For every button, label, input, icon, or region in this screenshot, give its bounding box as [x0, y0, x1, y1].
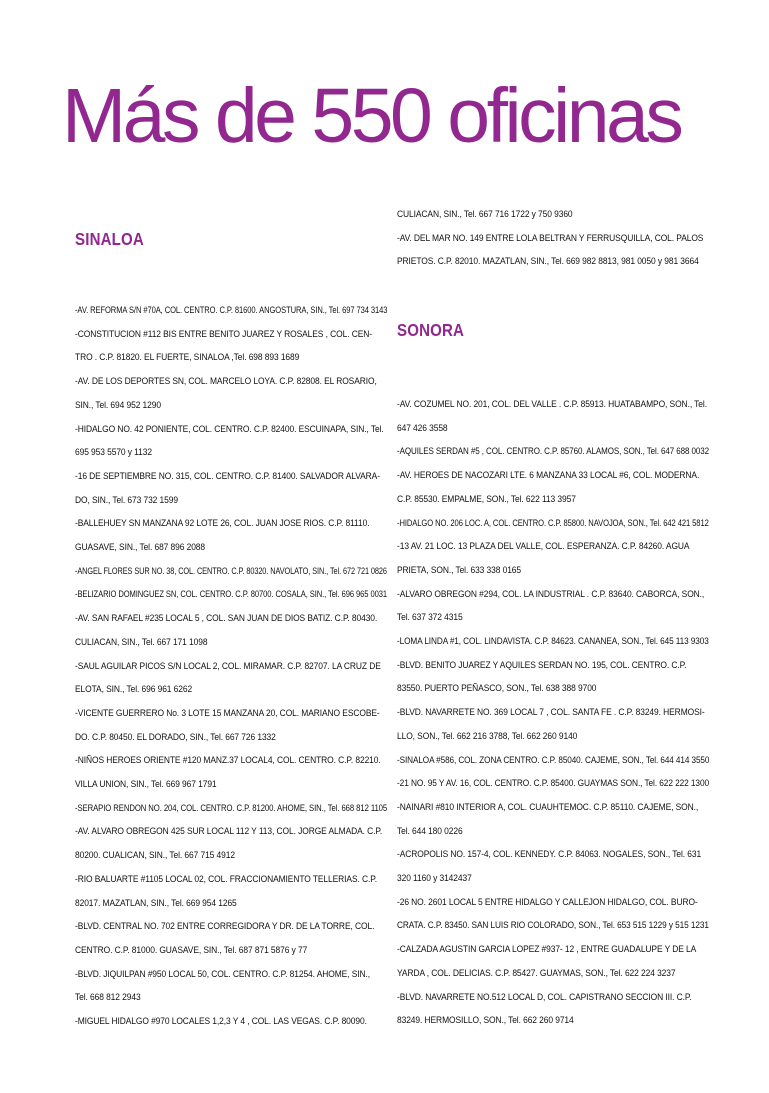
office-address-line: -VICENTE GUERRERO No. 3 LOTE 15 MANZANA 20, COL. MARIANO ESCOBE-	[75, 706, 380, 718]
section-heading-sonora: SONORA	[397, 320, 465, 340]
office-address-line: -26 NO. 2601 LOCAL 5 ENTRE HIDALGO Y CALLEJON HIDALGO, COL. BURO-	[397, 895, 698, 907]
office-address-line: CENTRO. C.P. 81000. GUASAVE, SIN., Tel. 687 871 5876 y 77	[75, 943, 308, 955]
office-address-line: DO. C.P. 80450. EL DORADO, SIN., Tel. 667 726 1332	[75, 730, 276, 742]
office-address-line: -HIDALGO NO. 42 PONIENTE, COL. CENTRO. C.P. 82400. ESCUINAPA, SIN., Tel.	[75, 422, 384, 434]
office-address-line: 320 1160 y 3142437	[397, 872, 472, 884]
office-address-line: -AV. ALVARO OBREGON 425 SUR LOCAL 112 Y 113, COL. JORGE ALMADA. C.P.	[75, 825, 383, 837]
office-address-line: Tel. 668 812 2943	[75, 991, 141, 1003]
office-address-line: Tel. 637 372 4315	[397, 611, 463, 623]
office-address-line: -BLVD. JIQUILPAN #950 LOCAL 50, COL. CENTRO. C.P. 81254. AHOME, SIN.,	[75, 967, 371, 979]
office-address-line: SIN., Tel. 694 952 1290	[75, 398, 161, 410]
office-address-line: -AV. DE LOS DEPORTES SN, COL. MARCELO LOYA. C.P. 82808. EL ROSARIO,	[75, 375, 377, 387]
section-heading-sinaloa: SINALOA	[75, 229, 144, 249]
office-address-line: -ALVARO OBREGON #294, COL. LA INDUSTRIAL . C.P. 83640. CABORCA, SON.,	[397, 587, 705, 599]
office-address-line: -LOMA LINDA #1, COL. LINDAVISTA. C.P. 84623. CANANEA, SON., Tel. 645 113 9303	[397, 635, 709, 647]
office-address-line: TRO . C.P. 81820. EL FUERTE, SINALOA ,Tel. 698 893 1689	[75, 351, 300, 363]
office-address-line: -CONSTITUCION #112 BIS ENTRE BENITO JUAREZ Y ROSALES , COL. CEN-	[75, 327, 372, 339]
office-address-line: 82017. MAZATLAN, SIN., Tel. 669 954 1265	[75, 896, 237, 908]
office-address-line: -RIO BALUARTE #1105 LOCAL 02, COL. FRACCIONAMIENTO TELLERIAS. C.P.	[75, 872, 377, 884]
office-address-line: CULIACAN, SIN., Tel. 667 716 1722 y 750 9360	[397, 208, 573, 219]
office-address-line: -AV. DEL MAR NO. 149 ENTRE LOLA BELTRAN Y FERRUSQUILLA, COL. PALOS	[397, 231, 704, 243]
office-address-line: CRATA. C.P. 83450. SAN LUIS RIO COLORADO, SON., Tel. 653 515 1229 y 515 1231	[397, 919, 709, 931]
office-address-line: -13 AV. 21 LOC. 13 PLAZA DEL VALLE, COL. ESPERANZA. C.P. 84260. AGUA	[397, 540, 690, 552]
sinaloa-office-list	[75, 298, 387, 1033]
office-address-line: -BLVD. CENTRAL NO. 702 ENTRE CORREGIDORA Y DR. DE LA TORRE, COL.	[75, 920, 375, 932]
office-address-line: -BLVD. BENITO JUAREZ Y AQUILES SERDAN NO. 195, COL. CENTRO. C.P.	[397, 658, 687, 670]
office-address-line: PRIETA, SON., Tel. 633 338 0165	[397, 563, 522, 575]
office-address-line: -21 NO. 95 Y AV. 16, COL. CENTRO. C.P. 85400. GUAYMAS SON., Tel. 622 222 1300	[397, 777, 710, 789]
office-address-line: -MIGUEL HIDALGO #970 LOCALES 1,2,3 Y 4 , COL. LAS VEGAS. C.P. 80090.	[75, 1015, 367, 1027]
sinaloa-office-list-continued	[397, 202, 709, 273]
office-address-line: -ANGEL FLORES SUR NO. 38, COL. CENTRO. C.P. 80320. NAVOLATO, SIN., Tel. 672 721 0826	[75, 564, 387, 576]
office-address-line: -BLVD. NAVARRETE NO.512 LOCAL D, COL. CAPISTRANO SECCION III. C.P.	[397, 990, 692, 1002]
office-address-line: -AV. SAN RAFAEL #235 LOCAL 5 , COL. SAN JUAN DE DIOS BATIZ. C.P. 80430.	[75, 612, 378, 624]
office-address-line: YARDA , COL. DELICIAS. C.P. 85427. GUAYMAS, SON., Tel. 622 224 3237	[397, 966, 676, 978]
office-address-line: -AV. HEROES DE NACOZARI LTE. 6 MANZANA 33 LOCAL #6, COL. MODERNA.	[397, 469, 700, 481]
office-address-line: -ACROPOLIS NO. 157-4, COL. KENNEDY. C.P. 84063. NOGALES, SON., Tel. 631	[397, 848, 702, 860]
office-address-line: 695 953 5570 y 1132	[75, 446, 152, 458]
office-address-line: 83249. HERMOSILLO, SON., Tel. 662 260 9714	[397, 1014, 574, 1026]
office-address-line: -NIÑOS HEROES ORIENTE #120 MANZ.37 LOCAL4, COL. CENTRO. C.P. 82210.	[75, 754, 381, 766]
sonora-office-list	[397, 392, 709, 1032]
office-address-line: -SINALOA #586, COL. ZONA CENTRO. C.P. 85040. CAJEME, SON., Tel. 644 414 3550	[397, 753, 710, 765]
office-address-line: C.P. 85530. EMPALME, SON., Tel. 622 113 3957	[397, 492, 576, 504]
office-address-line: -CALZADA AGUSTIN GARCIA LOPEZ #937- 12 , ENTRE GUADALUPE Y DE LA	[397, 943, 697, 955]
office-address-line: -SERAPIO RENDON NO. 204, COL. CENTRO. C.P. 81200. AHOME, SIN., Tel. 668 812 1105	[75, 801, 388, 813]
office-address-line: -SAUL AGUILAR PICOS S/N LOCAL 2, COL. MIRAMAR. C.P. 82707. LA CRUZ DE	[75, 659, 381, 671]
office-address-line: CULIACAN, SIN., Tel. 667 171 1098	[75, 635, 208, 647]
office-address-line: DO, SIN., Tel. 673 732 1599	[75, 493, 178, 505]
office-address-line: VILLA UNION, SIN., Tel. 669 967 1791	[75, 778, 217, 790]
office-address-line: 647 426 3558	[397, 421, 448, 433]
office-address-line: GUASAVE, SIN., Tel. 687 896 2088	[75, 541, 206, 553]
office-address-line: LLO, SON., Tel. 662 216 3788, Tel. 662 260 9140	[397, 729, 578, 741]
office-address-line: -16 DE SEPTIEMBRE NO. 315, COL. CENTRO. C.P. 81400. SALVADOR ALVARA-	[75, 469, 380, 481]
office-address-line: -BLVD. NAVARRETE NO. 369 LOCAL 7 , COL. SANTA FE . C.P. 83249. HERMOSI-	[397, 706, 705, 718]
office-address-line: -HIDALGO NO. 206 LOC. A, COL. CENTRO. C.P. 85800. NAVOJOA, SON., Tel. 642 421 5812	[397, 516, 709, 528]
office-address-line: -AQUILES SERDAN #5 , COL. CENTRO. C.P. 85760. ALAMOS, SON., Tel. 647 688 0032	[397, 445, 710, 457]
office-address-line: 83550. PUERTO PEÑASCO, SON., Tel. 638 388 9700	[397, 682, 597, 694]
office-address-line: PRIETOS. C.P. 82010. MAZATLAN, SIN., Tel. 669 982 8813, 981 0050 y 981 3664	[397, 255, 699, 267]
office-address-line: -BALLEHUEY SN MANZANA 92 LOTE 26, COL. JUAN JOSE RIOS. C.P. 81110.	[75, 517, 370, 529]
office-address-line: 80200. CUALICAN, SIN., Tel. 667 715 4912	[75, 849, 235, 861]
office-address-line: ELOTA, SIN., Tel. 696 961 6262	[75, 683, 193, 695]
office-address-line: -AV. REFORMA S/N #70A, COL. CENTRO. C.P. 81600. ANGOSTURA, SIN., Tel. 697 734 3143	[75, 304, 388, 315]
office-address-line: -NAINARI #810 INTERIOR A, COL. CUAUHTEMOC. C.P. 85110. CAJEME, SON.,	[397, 800, 699, 812]
page-title: Más de 550 oficinas	[62, 73, 681, 159]
office-address-line: -BELIZARIO DOMINGUEZ SN, COL. CENTRO. C.P. 80700. COSALA, SIN., Tel. 696 965 0031	[75, 588, 387, 600]
office-address-line: Tel. 644 180 0226	[397, 824, 463, 836]
office-address-line: -AV. COZUMEL NO. 201, COL. DEL VALLE . C.P. 85913. HUATABAMPO, SON., Tel.	[397, 398, 707, 409]
